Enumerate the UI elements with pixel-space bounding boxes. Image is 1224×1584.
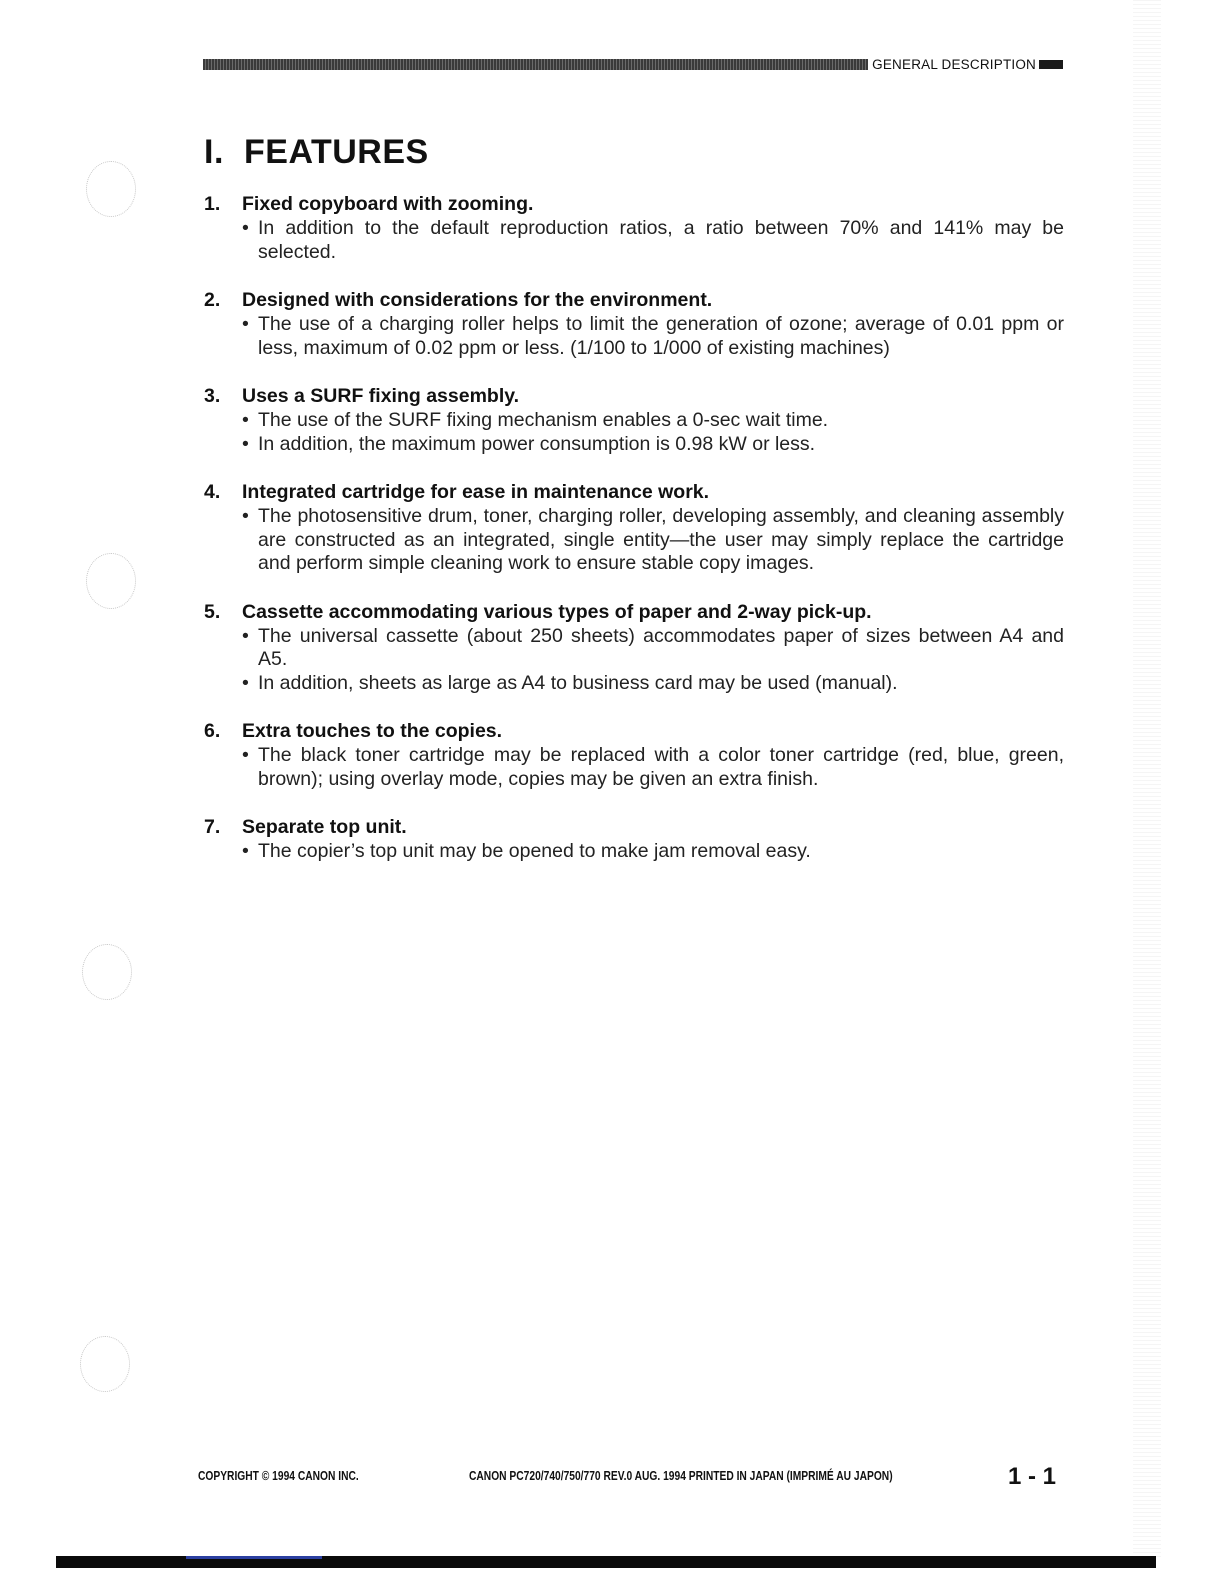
bullet-icon: • bbox=[242, 217, 249, 239]
feature-heading: Fixed copyboard with zooming. bbox=[242, 193, 534, 215]
feature-bullet bbox=[242, 433, 1064, 457]
feature-number: 4. bbox=[204, 481, 221, 503]
feature-heading: Integrated cartridge for ease in maintenance work. bbox=[242, 481, 710, 503]
feature-number: 1. bbox=[204, 193, 221, 215]
bullet-icon: • bbox=[242, 313, 249, 335]
feature-heading: Extra touches to the copies. bbox=[242, 720, 503, 742]
feature-bullet-text: The black toner cartridge may be replaced with a color toner cartridge (red, blue, green, brown); using overlay mode, copies may be given an extra finish. bbox=[258, 744, 1064, 790]
page-footer bbox=[198, 1465, 1058, 1489]
feature-bullet-text: The photosensitive drum, toner, charging roller, developing assembly, and cleaning assembly are constructed as an integrated, single entity—the user may simply replace the cartridge and perform simple cleaning work to ensure stable copy images. bbox=[258, 505, 1064, 574]
bullet-icon: • bbox=[242, 744, 249, 766]
page-number: 1 - 1 bbox=[1007, 1463, 1056, 1490]
feature-bullets bbox=[204, 313, 1064, 360]
feature-bullet-text: The use of a charging roller helps to limit the generation of ozone; average of 0.01 ppm or less, maximum of 0.02 ppm or less. (1/100 to 1/000 of existing machines) bbox=[258, 313, 1064, 359]
page-header bbox=[203, 57, 1063, 72]
feature-bullets bbox=[204, 840, 1064, 864]
bottom-edge-accent bbox=[186, 1556, 322, 1559]
binder-hole bbox=[86, 553, 136, 609]
bullet-icon: • bbox=[242, 432, 249, 455]
feature-item bbox=[204, 192, 1064, 264]
feature-bullets bbox=[204, 744, 1064, 791]
feature-heading-row bbox=[204, 815, 1064, 840]
feature-item bbox=[204, 480, 1064, 576]
feature-heading: Separate top unit. bbox=[242, 816, 407, 838]
bottom-edge-bar bbox=[56, 1556, 1156, 1568]
feature-item bbox=[204, 600, 1064, 696]
features-list bbox=[204, 192, 1064, 888]
binder-hole bbox=[86, 161, 136, 217]
feature-bullet-text: The use of the SURF fixing mechanism enables a 0-sec wait time. bbox=[258, 409, 829, 431]
feature-heading-row bbox=[204, 600, 1064, 625]
feature-bullets bbox=[204, 217, 1064, 264]
feature-bullet bbox=[242, 313, 1064, 360]
bullet-icon: • bbox=[242, 840, 249, 862]
feature-bullets bbox=[204, 409, 1064, 456]
feature-heading-row bbox=[204, 288, 1064, 313]
feature-bullets bbox=[204, 625, 1064, 696]
feature-item bbox=[204, 719, 1064, 791]
feature-bullet-text: In addition to the default reproduction ratios, a ratio between 70% and 141% may be selected. bbox=[258, 217, 1064, 263]
feature-heading: Cassette accommodating various types of paper and 2-way pick-up. bbox=[242, 600, 872, 623]
feature-number: 6. bbox=[204, 720, 221, 742]
feature-bullet-text: The copier’s top unit may be opened to make jam removal easy. bbox=[258, 840, 811, 862]
footer-edition: CANON PC720/740/750/770 REV.0 AUG. 1994 PRINTED IN JAPAN (IMPRIMÉ AU JAPON) bbox=[469, 1469, 893, 1483]
feature-bullet bbox=[242, 409, 1064, 433]
feature-item bbox=[204, 815, 1064, 864]
feature-bullet bbox=[242, 840, 1064, 864]
feature-bullets bbox=[204, 505, 1064, 576]
feature-bullet bbox=[242, 672, 1064, 696]
header-rule bbox=[203, 59, 868, 70]
feature-bullet bbox=[242, 744, 1064, 791]
feature-number: 5. bbox=[204, 600, 221, 623]
page-title bbox=[204, 130, 429, 174]
binder-hole bbox=[80, 1336, 130, 1392]
footer-copyright: COPYRIGHT © 1994 CANON INC. bbox=[198, 1469, 359, 1483]
feature-heading: Designed with considerations for the environment. bbox=[242, 289, 713, 311]
feature-bullet bbox=[242, 625, 1064, 672]
section-title: GENERAL DESCRIPTION bbox=[872, 57, 1036, 72]
feature-bullet-text: The universal cassette (about 250 sheets) accommodates paper of sizes between A4 and A5. bbox=[258, 624, 1064, 670]
header-rule-end bbox=[1039, 60, 1063, 69]
feature-bullet-text: In addition, the maximum power consumption is 0.98 kW or less. bbox=[258, 432, 816, 455]
feature-number: 7. bbox=[204, 816, 221, 838]
feature-item bbox=[204, 384, 1064, 456]
feature-heading-row bbox=[204, 480, 1064, 505]
bullet-icon: • bbox=[242, 409, 249, 431]
feature-number: 3. bbox=[204, 385, 221, 407]
page-title-text: FEATURES bbox=[244, 133, 429, 171]
feature-number: 2. bbox=[204, 289, 221, 311]
bullet-icon: • bbox=[242, 505, 249, 527]
feature-bullet bbox=[242, 217, 1064, 264]
feature-heading: Uses a SURF fixing assembly. bbox=[242, 385, 520, 407]
feature-heading-row bbox=[204, 719, 1064, 744]
feature-heading-row bbox=[204, 192, 1064, 217]
scan-edge bbox=[1133, 0, 1161, 1560]
feature-bullet bbox=[242, 505, 1064, 576]
feature-heading-row bbox=[204, 384, 1064, 409]
bullet-icon: • bbox=[242, 671, 249, 694]
page-title-number: I. bbox=[204, 133, 224, 171]
feature-bullet-text: In addition, sheets as large as A4 to business card may be used (manual). bbox=[258, 671, 898, 694]
bullet-icon: • bbox=[242, 624, 249, 647]
binder-hole bbox=[82, 944, 132, 1000]
feature-item bbox=[204, 288, 1064, 360]
